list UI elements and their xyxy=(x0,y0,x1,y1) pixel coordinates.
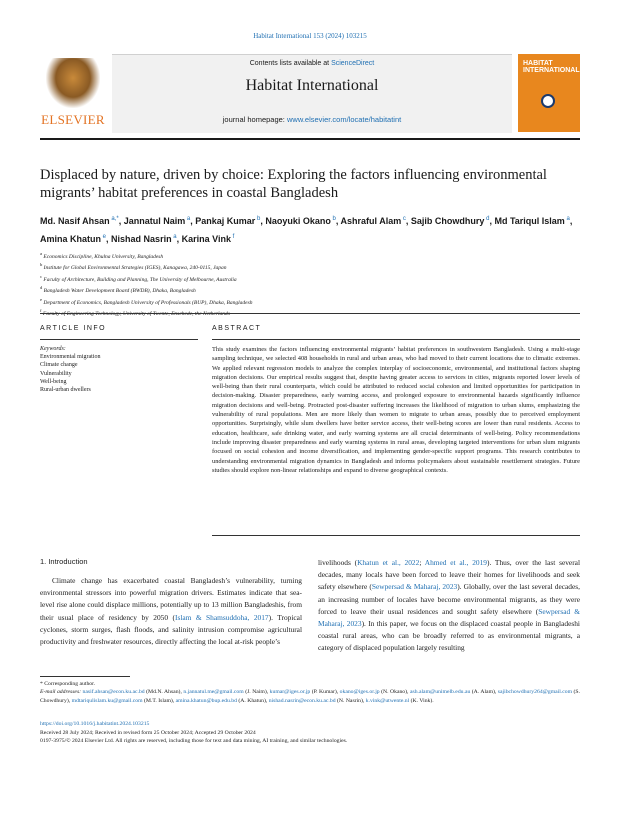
keyword-item: Climate change xyxy=(40,362,78,369)
affiliation-item: $^c$ Faculty of Architecture, Building and Planning, The University of Melbourne, Australia xyxy=(40,273,237,283)
affiliation-item: $^b$ Institute for Global Environmental Strategies (IGES), Kanagawa, 240-0115, Japan xyxy=(40,262,227,272)
email-owner: (A. Khatun), xyxy=(236,697,269,704)
article-title: Displaced by nature, driven by choice: Exploring the factors influencing environmental migrants’ habitat preferences in coastal Bangladesh xyxy=(40,167,547,201)
abstract-divider xyxy=(212,339,580,340)
author-affiliation-marker[interactable]: e xyxy=(101,234,107,240)
intro-text: Climate change has exacerbated coastal Bangladesh’s vulnerability, turning environmental stressors into powerful migration drivers. Estimates indicate that sea-level rise alone could displace millions, potentially up to 13 million Bangladeshis, from their usual place of residency by 2050 ( xyxy=(40,576,302,622)
author-name[interactable]: Jannatul Naim xyxy=(123,216,186,226)
author-affiliation-marker[interactable]: a,* xyxy=(109,216,119,222)
author-affiliation-marker[interactable]: c xyxy=(401,216,406,222)
email-owner: (N. Okano), xyxy=(379,689,410,696)
email-link[interactable]: mdtariqulislam.ku@gmail.com xyxy=(71,697,143,704)
citation-link[interactable]: Sewpersad & Maharaj, 2023 xyxy=(371,582,458,592)
article-info-divider xyxy=(40,339,198,340)
cover-title: HABITAT INTERNATIONAL xyxy=(523,60,580,74)
author-name[interactable]: Nishad Nasrin xyxy=(111,234,172,244)
author-name[interactable]: Md Tariqul Islam xyxy=(494,216,565,226)
journal-masthead xyxy=(40,54,580,134)
email-link[interactable]: k.vink@utwente.nl xyxy=(365,697,410,704)
keywords-block xyxy=(40,345,198,394)
email-owner: (J. Naim), xyxy=(243,689,270,696)
affiliation-item: $^e$ Department of Economics, Bangladesh University of Professionals (BUP), Dhaka, Bangladesh xyxy=(40,296,253,306)
author-name[interactable]: Ashraful Alam xyxy=(340,216,402,226)
citation-link[interactable]: Sewpersad & Maharaj, 2023 xyxy=(318,606,580,629)
affiliation-list xyxy=(40,250,580,319)
introduction-heading: 1. Introduction xyxy=(40,557,88,566)
email-owner: (M.T. Islam), xyxy=(142,697,176,704)
citation-link[interactable]: Islam & Shamsuddoha, 2017 xyxy=(174,612,269,622)
footnotes xyxy=(40,680,580,705)
contents-available xyxy=(112,60,512,67)
received-dates: Received 28 July 2024; Received in revised form 25 October 2024; Accepted 29 October 2024 xyxy=(40,729,256,736)
keyword-item: Vulnerability xyxy=(40,370,72,377)
cover-globe-icon xyxy=(541,94,555,108)
homepage-link[interactable]: www.elsevier.com/locate/habitatint xyxy=(286,115,402,124)
citation-link[interactable]: Ahmed et al., 2019 xyxy=(424,558,487,567)
author-affiliation-marker[interactable]: b xyxy=(330,216,336,222)
email-link[interactable]: sajibchowdhury264@gmail.com xyxy=(497,689,573,696)
keyword-item: Environmental migration xyxy=(40,354,101,361)
intro-text: ). Thus, over the last several decades, many locals have been forced to leave their homes for livelihoods and seek safety elsewhere ( xyxy=(318,558,581,592)
author-affiliation-marker[interactable]: a xyxy=(564,216,570,222)
journal-cover-thumbnail[interactable] xyxy=(518,54,580,132)
intro-text: ; xyxy=(419,558,425,567)
author-name[interactable]: Karina Vink xyxy=(181,234,231,244)
author-affiliation-marker[interactable]: a xyxy=(185,216,191,222)
author-name[interactable]: Pankaj Kumar xyxy=(195,216,256,226)
masthead-center xyxy=(112,54,512,133)
abstract-text: This study examines the factors influencing environmental migrants’ habitat preferences in southwestern Bangladesh. Using a multi-stage sampling technique, we selected 408 households in rural and urban areas, who had moved to their current locations due to climatic extremes. We applied relevant regression models to analyze the complex interplay of socioeconomic, environmental, and institutional factors shaping migration decisions. Our empirical results suggest that, despite having greater access to services in cities, migrants reported lower levels of well-being than their rural counterparts, which could be attributed to reduced social cohesion and limited opportunities for participation in decision-making. Disaster preparedness, early warning access, and prolonged exposure to environmental hazards significantly influence migration decisions and well-being. Protracted post-disaster suffering increases the likelihood of migration to urban slums, emphasizing the vulnerability of rural populations. Men are more likely than women to migrate to urban areas, possibly due to perceived employment opportunities. Surprisingly, while slum dwellers have better service access, their well-being scores are lower than rural residents. Access to education, healthcare, safe drinking water, and early warning systems are all crucial determinants of well-being. Policy recommendations include improving disaster preparedness and early warning systems in rural areas, developing targeted interventions for urban slum migrants focused on social cohesion and income diversification, and implementing gender-specific support programs. This research contributes to understanding environmental migration dynamics in Bangladesh and informs policymakers about sustainable resettlement strategies. Future studies should explore non-linear relationships and expand to diverse geographical contexts. xyxy=(212,346,580,474)
email-link[interactable]: nishad.nasrin@econ.ku.ac.bd xyxy=(268,697,336,704)
elsevier-tree-logo-icon xyxy=(46,58,100,108)
publisher-logo[interactable] xyxy=(40,54,106,132)
email-addresses xyxy=(40,688,580,705)
email-link[interactable]: okano@iges.or.jp xyxy=(339,689,380,696)
email-link[interactable]: nasif.ahsan@econ.ku.ac.bd xyxy=(82,689,145,696)
intro-text: ). In this paper, we focus on the displaced coastal people in Bangladeshi coastal rural areas, who can be broadly referred to as environmental migrants, a category of displaced population largely resulting xyxy=(318,619,580,653)
corresponding-author-note: * Corresponding author. xyxy=(40,681,96,687)
email-owner: (S. Chowdhury), xyxy=(40,689,581,704)
journal-title: Habitat International xyxy=(245,77,379,94)
keyword-item: Rural-urban dwellers xyxy=(40,387,91,394)
author-affiliation-marker[interactable]: a xyxy=(171,234,177,240)
email-link[interactable]: ash.alam@unimelb.edu.au xyxy=(409,689,471,696)
masthead-divider xyxy=(40,138,580,140)
keyword-item: Well-being xyxy=(40,378,67,385)
footnote-divider xyxy=(40,676,130,677)
author-affiliation-marker[interactable]: d xyxy=(484,216,490,222)
author-name[interactable]: Sajib Chowdhury xyxy=(410,216,485,226)
author-name[interactable]: Amina Khatun xyxy=(40,234,102,244)
email-owner: (Md.N. Ahsan), xyxy=(144,689,184,696)
journal-homepage xyxy=(112,115,512,124)
copyright-notice: 0197-3975/© 2024 Elsevier Ltd. All rights are reserved, including those for text and data mining, AI training, and similar technologies. xyxy=(40,738,348,745)
email-link[interactable]: n.jannatul.me@gmail.com xyxy=(183,689,244,696)
citation-link[interactable]: Khatun et al., 2022 xyxy=(357,558,420,567)
author-list: Md. Nasif Ahsan $^{a,*}$, Jannatul Naim $^a$, Pankaj Kumar $^b$, Naoyuki Okano $^b$, Ashraful Alam $^c$, Sajib Chowdhury $^d$, Md Tariqul Islam $^a$, Amina Khatun $^e$, Nishad Nasrin $^a$, Karina Vink $^f$ xyxy=(40,216,573,244)
email-owner: (K. Vink). xyxy=(409,697,434,704)
abstract-bottom-divider xyxy=(212,535,580,536)
article-info-heading: ARTICLE INFO xyxy=(40,325,107,332)
keywords-label: Keywords: xyxy=(40,346,66,352)
publisher-name: ELSEVIER xyxy=(41,112,105,127)
header-divider xyxy=(40,313,580,314)
abstract-heading: ABSTRACT xyxy=(212,325,262,332)
email-owner: (A. Alam), xyxy=(470,689,498,696)
contents-prefix: Contents lists available at xyxy=(249,60,332,67)
author-name[interactable]: Naoyuki Okano xyxy=(265,216,331,226)
doi-link[interactable]: https://doi.org/10.1016/j.habitatint.2024.103215 xyxy=(40,721,150,727)
keywords-list xyxy=(40,353,198,394)
email-owner: (P. Kumar), xyxy=(310,689,340,696)
author-affiliation-marker[interactable]: b xyxy=(255,216,261,222)
sciencedirect-link[interactable]: ScienceDirect xyxy=(331,60,375,67)
email-link[interactable]: amina.khatun@bup.edu.bd xyxy=(175,697,237,704)
homepage-prefix: journal homepage: xyxy=(222,115,287,124)
email-owner: (N. Nasrin), xyxy=(335,697,366,704)
journal-citation-line[interactable]: Habitat International 153 (2024) 103215 xyxy=(253,32,367,40)
author-name[interactable]: Md. Nasif Ahsan xyxy=(40,216,110,226)
intro-text: livelihoods ( xyxy=(318,558,358,567)
author-affiliation-marker[interactable]: f xyxy=(230,234,235,240)
email-link[interactable]: kumar@iges.or.jp xyxy=(269,689,311,696)
intro-text: ). Tropical cyclones, storm surges, flash floods, and salinity intrusion compromise agricultural productivity and freshwater resources, directly affecting the local at-risk people’s xyxy=(40,612,303,647)
email-label: E-mail addresses: xyxy=(40,689,83,696)
article-metadata xyxy=(40,720,580,746)
affiliation-item: $^d$ Bangladesh Water Development Board (BWDB), Dhaka, Bangladesh xyxy=(40,285,196,295)
intro-right-column xyxy=(318,557,580,655)
intro-left-column xyxy=(40,575,302,648)
affiliation-item: $^a$ Economics Discipline, Khulna University, Bangladesh xyxy=(40,251,164,260)
affiliation-item: f xyxy=(40,308,42,314)
intro-text: ). Globally, over the last several decades, an increasing number of locales have become environmental migrants, as they were forced to leave their usual residences and sought safety elsewhere ( xyxy=(318,582,580,616)
